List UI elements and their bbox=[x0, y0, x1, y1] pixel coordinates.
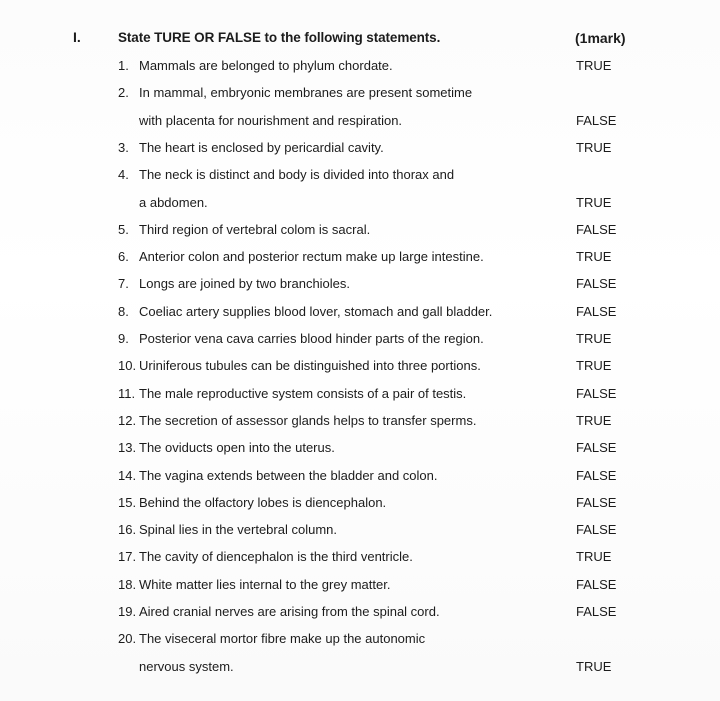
statement-row bbox=[0, 276, 720, 296]
statement-number: 6. bbox=[118, 249, 129, 264]
statement-number: 12. bbox=[118, 413, 137, 428]
answer-label: TRUE bbox=[576, 358, 612, 373]
statement-text: Behind the olfactory lobes is diencephalon. bbox=[139, 495, 387, 510]
statement-text: The oviducts open into the uterus. bbox=[139, 440, 335, 455]
statement-number: 20. bbox=[118, 631, 137, 646]
statement-row bbox=[0, 58, 720, 78]
statement-text-continued: a abdomen. bbox=[139, 195, 208, 210]
answer-label: FALSE bbox=[576, 222, 617, 237]
statement-row bbox=[0, 413, 720, 433]
answer-label: FALSE bbox=[576, 577, 617, 592]
answer-label: FALSE bbox=[576, 495, 617, 510]
statement-number: 19. bbox=[118, 604, 137, 619]
statement-row bbox=[0, 522, 720, 542]
statement-number: 5. bbox=[118, 222, 129, 237]
statement-row bbox=[0, 577, 720, 597]
statement-text: Mammals are belonged to phylum chordate. bbox=[139, 58, 393, 73]
statement-text: Coeliac artery supplies blood lover, stomach and gall bladder. bbox=[139, 304, 493, 319]
statement-row bbox=[0, 331, 720, 351]
statement-text: Third region of vertebral colom is sacral. bbox=[139, 222, 371, 237]
statement-row bbox=[0, 468, 720, 488]
statement-number: 18. bbox=[118, 577, 137, 592]
statement-text: In mammal, embryonic membranes are present sometime bbox=[139, 85, 473, 100]
statement-row bbox=[0, 304, 720, 324]
answer-label: FALSE bbox=[576, 113, 617, 128]
statement-row bbox=[0, 604, 720, 624]
instruction-heading: State TURE OR FALSE to the following statements. bbox=[118, 30, 441, 45]
statement-row bbox=[0, 659, 720, 679]
statement-row bbox=[0, 113, 720, 133]
section-number: I. bbox=[73, 29, 81, 45]
statement-text: The neck is distinct and body is divided into thorax and bbox=[139, 167, 455, 182]
statement-text: Spinal lies in the vertebral column. bbox=[139, 522, 337, 537]
statement-row bbox=[0, 440, 720, 460]
statement-number: 7. bbox=[118, 276, 129, 291]
statement-row bbox=[0, 495, 720, 515]
answer-label: FALSE bbox=[576, 604, 617, 619]
answer-label: TRUE bbox=[576, 195, 612, 210]
statement-text: Uriniferous tubules can be distinguished into three portions. bbox=[139, 358, 481, 373]
answer-label: TRUE bbox=[576, 659, 612, 674]
answer-label: TRUE bbox=[576, 331, 612, 346]
statement-number: 8. bbox=[118, 304, 129, 319]
statement-row bbox=[0, 386, 720, 406]
statement-text: The male reproductive system consists of a pair of testis. bbox=[139, 386, 467, 401]
statement-text: Posterior vena cava carries blood hinder parts of the region. bbox=[139, 331, 484, 346]
statement-row bbox=[0, 222, 720, 242]
statement-row bbox=[0, 249, 720, 269]
statement-row bbox=[0, 167, 720, 187]
statement-number: 11. bbox=[118, 386, 136, 401]
answer-label: FALSE bbox=[576, 522, 617, 537]
answer-label: TRUE bbox=[576, 249, 612, 264]
statement-number: 4. bbox=[118, 167, 129, 182]
statement-text: Aired cranial nerves are arising from the spinal cord. bbox=[139, 604, 440, 619]
statement-number: 13. bbox=[118, 440, 137, 455]
statement-text: The vagina extends between the bladder and colon. bbox=[139, 468, 438, 483]
statement-text: Anterior colon and posterior rectum make up large intestine. bbox=[139, 249, 484, 264]
answer-label: FALSE bbox=[576, 440, 617, 455]
answer-label: FALSE bbox=[576, 276, 617, 291]
statement-number: 17. bbox=[118, 549, 137, 564]
answer-label: TRUE bbox=[576, 549, 612, 564]
statement-row bbox=[0, 358, 720, 378]
statement-row bbox=[0, 549, 720, 569]
statement-text: White matter lies internal to the grey matter. bbox=[139, 577, 391, 592]
answer-label: TRUE bbox=[576, 140, 612, 155]
answer-label: TRUE bbox=[576, 413, 612, 428]
statement-text: The heart is enclosed by pericardial cavity. bbox=[139, 140, 384, 155]
statement-row bbox=[0, 140, 720, 160]
statement-text: The cavity of diencephalon is the third ventricle. bbox=[139, 549, 413, 564]
statement-row bbox=[0, 195, 720, 215]
answer-label: FALSE bbox=[576, 304, 617, 319]
statement-text: Longs are joined by two branchioles. bbox=[139, 276, 351, 291]
statement-row bbox=[0, 631, 720, 651]
answer-label: FALSE bbox=[576, 386, 617, 401]
statement-number: 16. bbox=[118, 522, 137, 537]
statement-row bbox=[0, 85, 720, 105]
statement-number: 2. bbox=[118, 85, 129, 100]
statement-number: 14. bbox=[118, 468, 137, 483]
statement-number: 10. bbox=[118, 358, 137, 373]
marks-label: (1mark) bbox=[575, 30, 626, 46]
statement-text-continued: nervous system. bbox=[139, 659, 234, 674]
statement-text-continued: with placenta for nourishment and respiration. bbox=[139, 113, 403, 128]
statement-number: 1. bbox=[118, 58, 129, 73]
statement-text: The viseceral mortor fibre make up the autonomic bbox=[139, 631, 426, 646]
statement-number: 3. bbox=[118, 140, 129, 155]
answer-label: FALSE bbox=[576, 468, 617, 483]
statement-number: 9. bbox=[118, 331, 129, 346]
answer-label: TRUE bbox=[576, 58, 612, 73]
statement-number: 15. bbox=[118, 495, 137, 510]
statement-text: The secretion of assessor glands helps to transfer sperms. bbox=[139, 413, 477, 428]
